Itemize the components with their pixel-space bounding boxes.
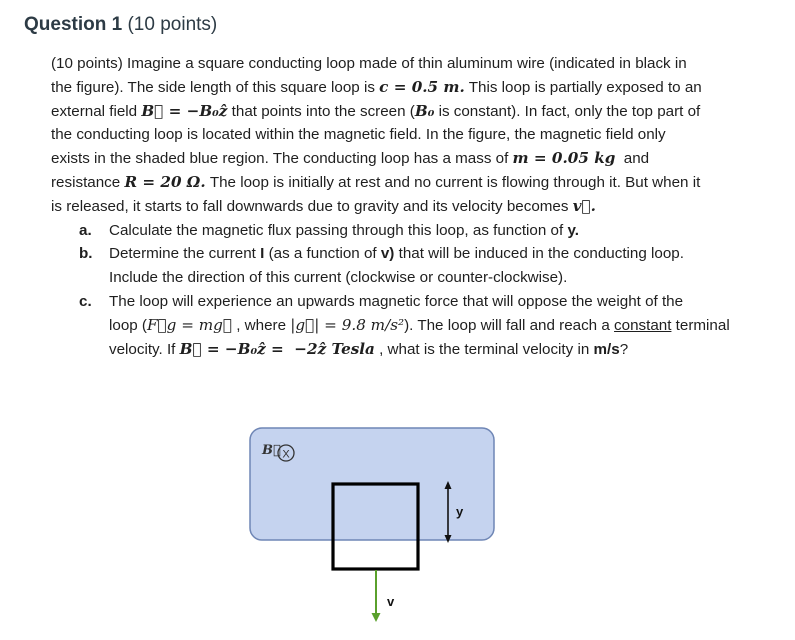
text: loop (: [109, 316, 147, 334]
question-points: (10 points): [127, 14, 218, 35]
text: terminal: [671, 316, 730, 334]
text: ?: [619, 340, 629, 358]
text: Determine the current: [109, 245, 261, 263]
text: exists in the shaded blue region. The conducting loop has a mass of: [51, 150, 513, 168]
text-bold: I: [260, 245, 265, 263]
text: and: [615, 150, 650, 168]
math-weight: F⃗g = mg⃗: [147, 315, 232, 334]
v-label: v: [387, 594, 395, 609]
math-field-value: B⃗ = −B₀ẑ = −2ẑ Tesla: [179, 339, 375, 358]
text: resistance: [51, 173, 125, 191]
velocity-arrow-icon: [372, 570, 381, 622]
math-b0: B₀: [414, 101, 435, 120]
y-label: y: [456, 504, 464, 519]
text: is released, it starts to fall downwards due to gravity and its velocity becomes: [51, 197, 573, 215]
text: Include the direction of this current (clockwise or counter-clockwise).: [109, 269, 568, 287]
text: ). The loop will fall and reach a: [404, 316, 615, 334]
text: This loop is partially exposed to an: [464, 78, 702, 96]
text-bold: m/s: [593, 340, 620, 358]
text: that will be induced in the conducting loop.: [394, 245, 684, 263]
text: (10 points) Imagine a square conducting loop made of thin aluminum wire (indicated in black in: [51, 55, 687, 72]
question-title: Question 1: [24, 14, 123, 35]
text: , what is the terminal velocity in: [374, 340, 594, 358]
text: Calculate the magnetic flux passing through this loop, as function of: [109, 221, 568, 239]
math-mass: m = 0.05 kg: [512, 149, 616, 168]
text: , where: [232, 316, 291, 334]
math-velocity: v⃗.: [572, 196, 596, 215]
part-label: a.: [79, 221, 92, 239]
math-resistance: R = 20 Ω.: [124, 172, 206, 191]
text: the conducting loop is located within the magnetic field. In the figure, the magnetic field only: [51, 126, 666, 144]
text: the figure). The side length of this square loop is: [51, 78, 375, 96]
text-underlined: constant: [614, 316, 672, 334]
text: that points into the screen (: [227, 102, 415, 120]
text-bold: v): [380, 245, 395, 263]
math-gravity: |g⃗| = 9.8 m/s²: [290, 315, 405, 334]
math-side-length: c = 0.5 m.: [379, 77, 465, 96]
into-screen-symbol: X: [282, 448, 290, 461]
part-label: b.: [79, 245, 93, 263]
field-label: B⃗: [262, 443, 281, 458]
text: velocity. If: [109, 340, 180, 358]
text: The loop is initially at rest and no current is flowing through it. But when it: [205, 173, 701, 191]
math-field: B⃗ = −B₀ẑ: [141, 101, 228, 120]
text: external field: [51, 102, 142, 120]
text-bold: y.: [567, 221, 579, 239]
text: is constant). In fact, only the top part of: [434, 102, 701, 120]
part-label: c.: [79, 292, 92, 310]
text: (as a function of: [264, 245, 381, 263]
text: The loop will experience an upwards magnetic force that will oppose the weight of the: [109, 292, 684, 310]
